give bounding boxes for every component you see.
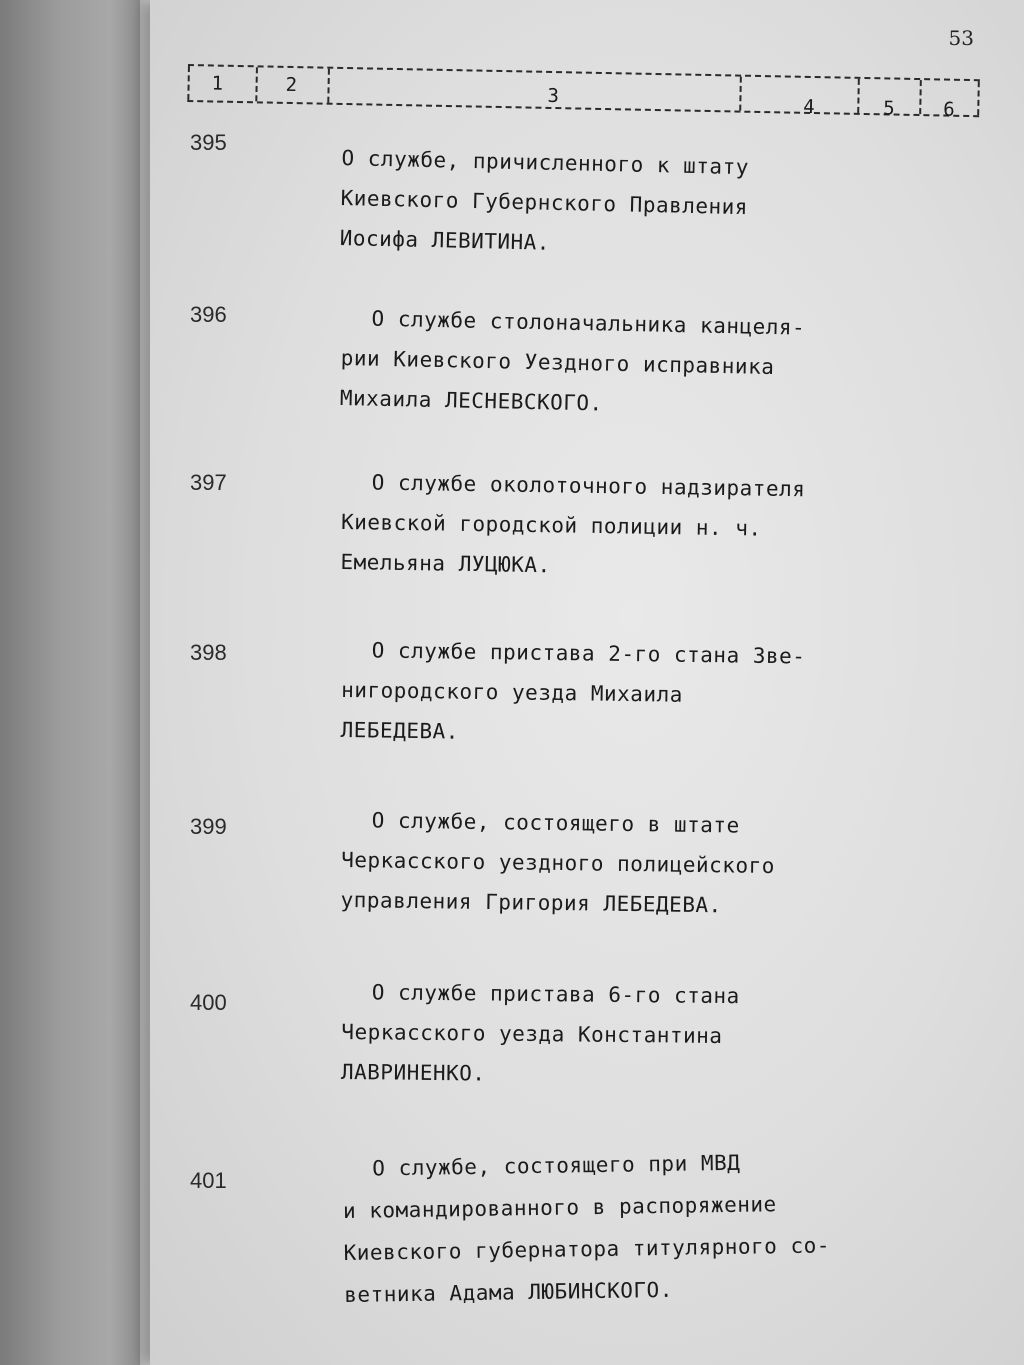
entry-line: Иосифа ЛЕВИТИНА. [339,225,551,255]
entry-line: ЛЕБЕДЕВА. [340,717,460,744]
entry-line: О службе столоначальника канцеля- [371,306,806,340]
entry-line: Киевского губернатора титулярного со- [343,1233,831,1265]
entry-line: управления Григория ЛЕБЕДЕВА. [340,887,722,918]
entry-line: нигородского уезда Михаила [340,677,684,707]
entry-line: О службе пристава 6-го стана [371,980,740,1009]
header-col-4: 4 [803,95,815,119]
header-divider [977,81,980,115]
facing-page-edge [0,0,140,1365]
entry-number: 397 [190,470,227,495]
entry-line: и командированного в распоряжение [342,1192,777,1223]
header-col-1: 1 [211,72,224,95]
entry-number: 395 [190,130,227,155]
entry-number: 399 [190,814,227,839]
entry-line: О службе, состоящего при МВД [372,1150,741,1181]
entry-line: О службе пристава 2-го стана Зве- [371,638,806,669]
entry-description [340,630,862,757]
entry-description [340,462,862,590]
header-col-6: 6 [943,98,955,121]
entry-line: Киевского Губернского Правления [340,185,749,220]
entry-line: О службе околоточного надзирателя [371,470,806,502]
entry-line: Емельяна ЛУЦЮКА. [340,549,551,578]
entry-line: Киевской городской полиции н. ч. [340,509,762,541]
header-divider [919,80,922,114]
entry-line: О службе, причисленного к штату [341,145,750,180]
header-col-2: 2 [285,73,298,97]
header-divider [327,69,330,103]
header-divider [857,79,860,113]
entry-line: Михаила ЛЕСНЕВСКОГО. [339,385,603,416]
entry-line: ЛАВРИНЕНКО. [340,1059,486,1086]
entry-line: рии Киевского Уездного исправника [340,345,775,380]
header-col-3: 3 [547,84,560,108]
entry-description [340,800,862,927]
header-top-rule [188,64,980,81]
header-divider [739,77,742,111]
entry-line: О службе, состоящего в штате [371,808,740,838]
entry-number: 401 [190,1168,227,1193]
entry-number: 398 [190,640,227,665]
entry-description [339,138,862,270]
entry-line: Черкасского уездного полицейского [340,847,776,879]
entry-description [342,1140,865,1316]
header-divider [187,66,190,100]
header-bottom-rule [187,100,979,117]
entry-description [341,972,862,1097]
page-number: 53 [948,26,974,50]
column-header-grid [187,64,980,145]
entry-description [339,298,861,429]
header-col-5: 5 [883,97,895,120]
header-divider [255,67,258,101]
entry-line: Черкасского уезда Константина [341,1019,723,1048]
entry-line: ветника Адама ЛЮБИНСКОГО. [344,1277,674,1307]
archive-page [150,0,1024,1365]
entry-number: 396 [190,302,227,327]
entry-number: 400 [190,990,227,1015]
